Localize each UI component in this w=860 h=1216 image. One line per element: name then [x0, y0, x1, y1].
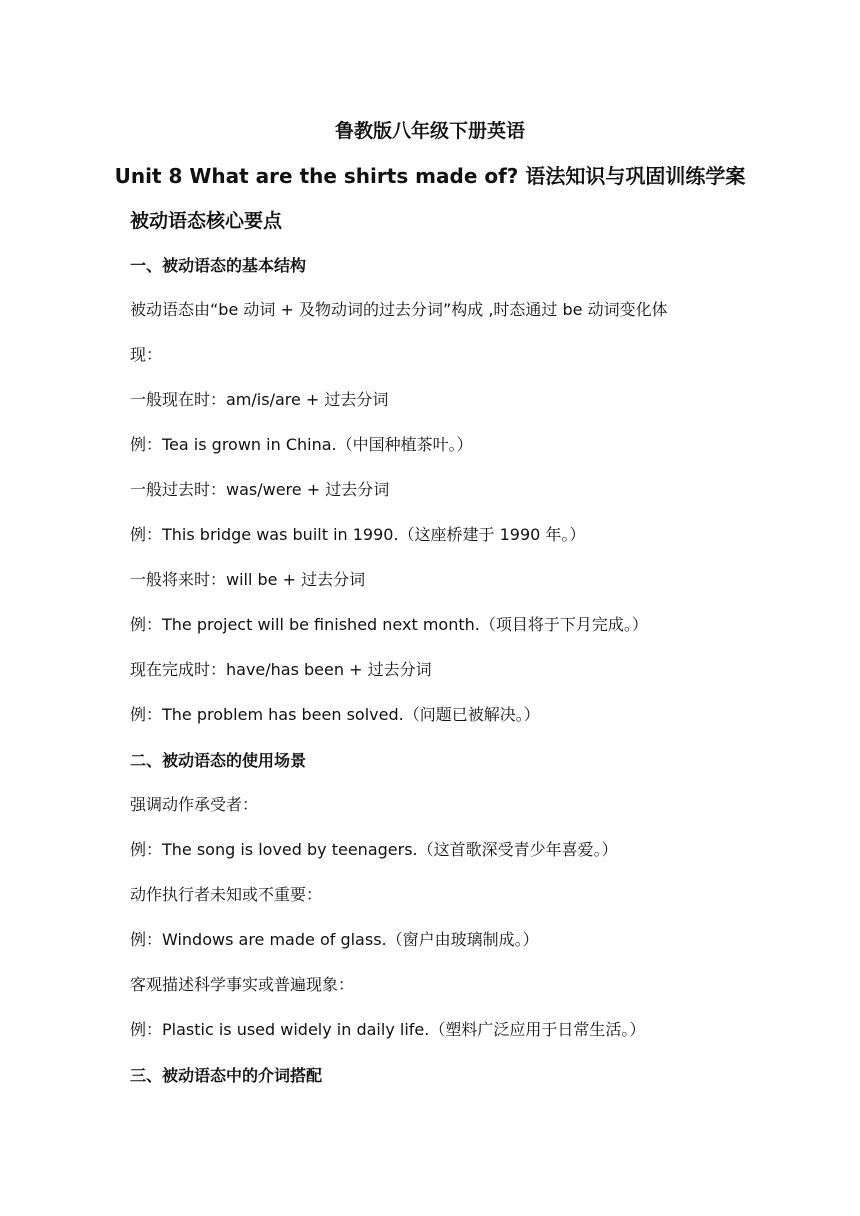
example-sentence: 例：Plastic is used widely in daily life.（塑料广泛应用于日常生活。） [130, 1020, 646, 1039]
paragraph-line: 现： [130, 345, 163, 364]
example-sentence: 例：The project will be finished next month.（项目将于下月完成。） [130, 615, 648, 634]
section-heading: 一、被动语态的基本结构 [130, 256, 307, 275]
grammar-rule: 一般将来时：will be + 过去分词 [130, 570, 366, 589]
grammar-rule: 现在完成时：have/has been + 过去分词 [130, 660, 432, 679]
document-title: 鲁教版八年级下册英语 [334, 120, 525, 142]
example-sentence: 例：Tea is grown in China.（中国种植茶叶。） [130, 435, 473, 454]
usage-case: 动作执行者未知或不重要： [130, 885, 323, 904]
section-heading: 二、被动语态的使用场景 [130, 751, 307, 770]
usage-case: 强调动作承受者： [130, 795, 259, 814]
example-sentence: 例：The song is loved by teenagers.（这首歌深受青少年喜爱。） [130, 840, 618, 859]
document-subtitle: Unit 8 What are the shirts made of? 语法知识与巩固训练学案 [114, 164, 746, 188]
main-heading: 被动语态核心要点 [130, 210, 283, 232]
grammar-rule: 一般现在时：am/is/are + 过去分词 [130, 390, 389, 409]
usage-case: 客观描述科学事实或普遍现象： [130, 975, 355, 994]
grammar-rule: 一般过去时：was/were + 过去分词 [130, 480, 390, 499]
example-sentence: 例：Windows are made of glass.（窗户由玻璃制成。） [130, 930, 539, 949]
section-heading: 三、被动语态中的介词搭配 [130, 1066, 323, 1085]
example-sentence: 例：This bridge was built in 1990.（这座桥建于 1990 年。） [130, 525, 586, 544]
paragraph-line: 被动语态由“be 动词 + 及物动词的过去分词”构成 ,时态通过 be 动词变化体 [130, 300, 668, 319]
example-sentence: 例：The problem has been solved.（问题已被解决。） [130, 705, 540, 724]
